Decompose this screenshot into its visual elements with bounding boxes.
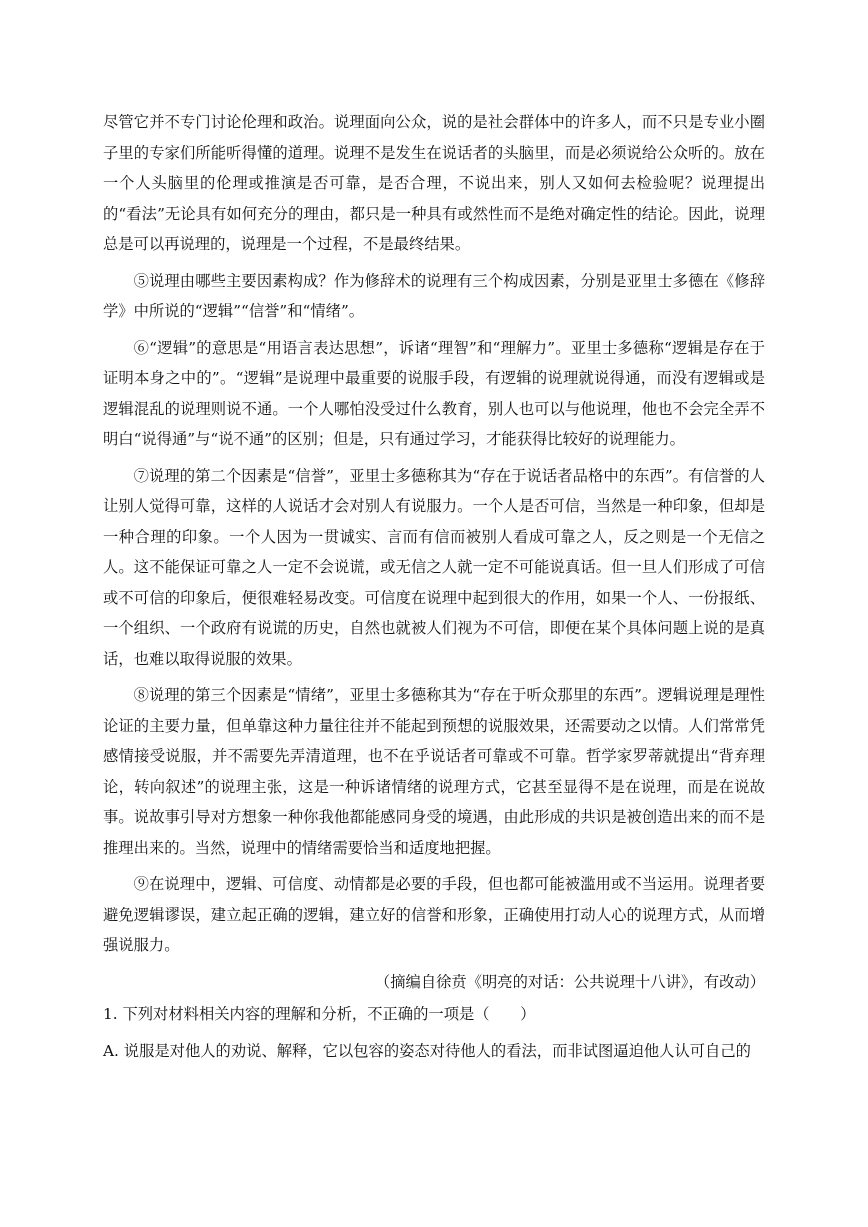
- source-citation: （摘编自徐贲《明亮的对话：公共说理十八讲》，有改动）: [374, 972, 765, 991]
- paragraph-5: ⑤说理由哪些主要因素构成？作为修辞术的说理有三个构成因素，分别是亚里士多德在《修辞学》中所说的“逻辑”“信誉”和“情绪”。: [103, 271, 765, 320]
- paragraph-6: ⑥“逻辑”的意思是“用语言表达思想”，诉诸“理智”和“理解力”。亚里士多德称“逻辑是存在于证明本身之中的”。“逻辑”是说理中最重要的说服手段，有逻辑的说理就说得通，而没有逻辑或是逻辑混乱的说理则说不通。一个人哪怕没受过什么教育，别人也可以与他说理，他也不会完全弄不明白“说得通”与“说不通”的区别；但是，只有通过学习，才能获得比较好的说理能力。: [103, 338, 765, 448]
- paragraph-8: ⑧说理的第三个因素是“情绪”，亚里士多德称其为“存在于听众那里的东西”。逻辑说理是理性论证的主要力量，但单靠这种力量往往并不能起到预想的说服效果，还需要动之以情。人们常常凭感情接受说服，并不需要先弄清道理，也不在乎说话者可靠或不可靠。哲学家罗蒂就提出“背弃理论，转向叙述”的说理主张，这是一种诉诸情绪的说理方式，它甚至显得不是在说理，而是在说故事。说故事引导对方想象一种你我他都能感同身受的境遇，由此形成的共识是被创造出来的而不是推理出来的。当然，说理中的情绪需要恰当和适度地把握。: [103, 686, 765, 857]
- article-body: [103, 107, 765, 1072]
- paragraph-7: ⑦说理的第二个因素是“信誉”，亚里士多德称其为“存在于说话者品格中的东西”。有信誉的人让别人觉得可靠，这样的人说话才会对别人有说服力。一个人是否可信，当然是一种印象，但却是一种合理的印象。一个人因为一贯诚实、言而有信而被别人看成可靠之人，反之则是一个无信之人。这不能保证可靠之人一定不会说谎，或无信之人就一定不可能说真话。但一旦人们形成了可信或不可信的印象后，便很难轻易改变。可信度在说理中起到很大的作用，如果一个人、一份报纸、一个组织、一个政府有说谎的历史，自然也就被人们视为不可信，即便在某个具体问题上说的是真话，也难以取得说服的效果。: [103, 466, 765, 668]
- paragraph-4-tail: 尽管它并不专门讨论伦理和政治。说理面向公众，说的是社会群体中的许多人，而不只是专业小圈子里的专家们所能听得懂的道理。说理不是发生在说话者的头脑里，而是必须说给公众听的。放在一个人头脑里的伦理或推演是否可靠，是否合理，不说出来，别人又如何去检验呢？说理提出的“看法”无论具有如何充分的理由，都只是一种具有或然性而不是绝对确定性的结论。因此，说理总是可以再说理的，说理是一个过程，不是最终结果。: [103, 113, 765, 253]
- question-1-option-a: A. 说服是对他人的劝说、解释，它以包容的姿态对待他人的看法，而非试图逼迫他人认可自己的: [103, 1041, 751, 1060]
- question-1-stem: 1. 下列对材料相关内容的理解和分析，不正确的一项是（ ）: [103, 1005, 536, 1023]
- paragraph-9: ⑨在说理中，逻辑、可信度、动情都是必要的手段，但也都可能被滥用或不当运用。说理者要避免逻辑谬误，建立起正确的逻辑，建立好的信誉和形象，正确使用打动人心的说理方式，从而增强说服力。: [103, 875, 765, 954]
